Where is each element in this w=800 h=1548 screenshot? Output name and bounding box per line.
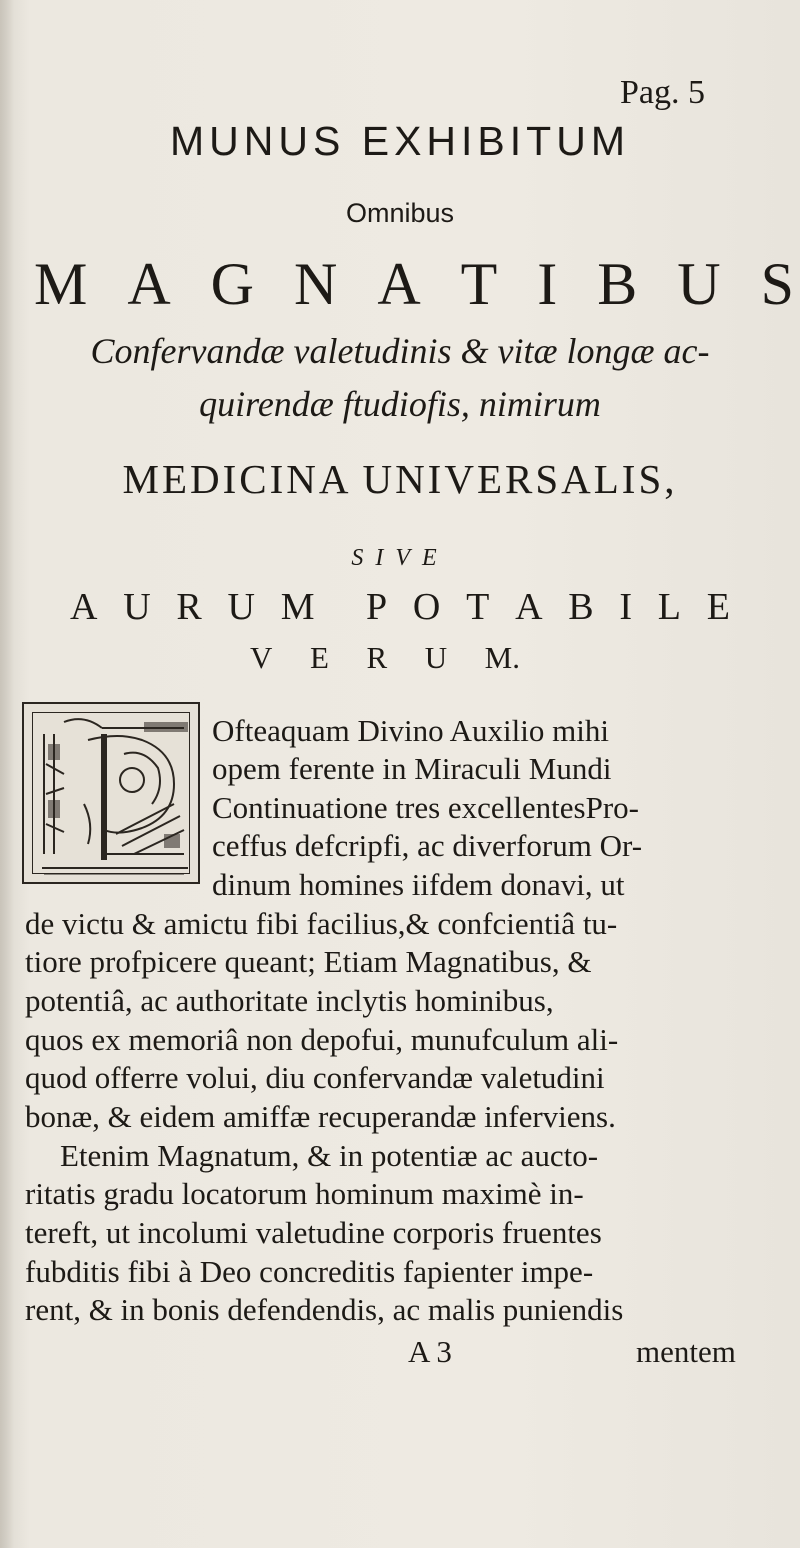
aurum-letter: A [70, 586, 98, 628]
verum-letter: U [424, 640, 448, 675]
aurum-letter: M [280, 586, 315, 628]
aurum-letter: A [515, 586, 543, 628]
body-line: rent, & in bonis defendendis, ac malis puniendis [25, 1292, 624, 1327]
body-line: quos ex memoriâ non depofui, munufculum ali- [25, 1022, 619, 1057]
body-line: dinum homines iifdem donavi, ut [212, 867, 625, 902]
title-line-1: MUNUS EXHIBITUM [170, 118, 630, 164]
magnatibus-letter: G [210, 251, 255, 317]
body-line: Continuatione tres excellentesPro- [212, 790, 639, 825]
magnatibus-letter: U [677, 251, 721, 317]
aurum-letter: O [412, 586, 441, 628]
aurum-letter: B [568, 586, 594, 628]
magnatibus-letter: A [127, 251, 171, 317]
title-line-2: Omnibus [345, 198, 455, 228]
magnatibus-letter: T [460, 251, 498, 317]
decorated-initial-p [22, 702, 200, 884]
body-line: Ofteaquam Divino Auxilio mihi [212, 713, 609, 748]
aurum-letter: R [176, 586, 202, 628]
aurum-letter: U [123, 586, 151, 628]
title-verum [250, 640, 520, 676]
magnatibus-letter: A [377, 251, 421, 317]
subtitle-italic-line-2: quirendæ ftudiofis, nimirum [199, 384, 601, 424]
magnatibus-letter: M [34, 251, 88, 317]
verum-letter: V [250, 640, 273, 675]
catchword: mentem [636, 1334, 736, 1369]
magnatibus-letter: N [294, 251, 338, 317]
body-line: de victu & amictu fibi facilius,& confcientiâ tu- [25, 906, 618, 941]
body-line: Etenim Magnatum, & in potentiæ ac aucto- [60, 1138, 599, 1173]
body-line: potentiâ, ac authoritate inclytis hominibus, [25, 983, 554, 1018]
aurum-letter: L [657, 586, 682, 628]
title-medicina: MEDICINA UNIVERSALIS, [122, 456, 678, 502]
body-line: ceffus defcripfi, ac diverforum Or- [212, 828, 643, 863]
title-aurum-potabile [70, 585, 730, 629]
body-line: quod offerre volui, diu confervandæ valetudini [25, 1060, 605, 1095]
page-gutter-shadow [0, 0, 14, 1548]
aurum-letter: E [706, 586, 730, 628]
aurum-letter: P [366, 586, 388, 628]
body-line: opem ferente in Miraculi Mundi [212, 751, 612, 786]
title-sive: SIVE [351, 545, 449, 571]
subtitle-italic-line-1: Confervandæ valetudinis & vitæ longæ ac- [90, 331, 710, 371]
body-line: tereft, ut incolumi valetudine corporis fruentes [25, 1215, 602, 1250]
aurum-letter: T [466, 586, 490, 628]
magnatibus-letter: B [597, 251, 638, 317]
body-line: tiore profpicere queant; Etiam Magnatibus, & [25, 944, 592, 979]
page-number: Pag. 5 [620, 74, 705, 111]
body-line: fubditis fibi à Deo concreditis fapienter impe- [25, 1254, 594, 1289]
verum-letter: R [366, 640, 388, 675]
magnatibus-letter: S [760, 251, 794, 317]
body-line: bonæ, & eidem amiffæ recuperandæ inferviens. [25, 1099, 616, 1134]
initial-engraving [24, 704, 202, 886]
title-magnatibus [34, 250, 794, 319]
body-line: ritatis gradu locatorum hominum maximè in- [25, 1176, 584, 1211]
aurum-letter: U [227, 586, 255, 628]
verum-letter: E [309, 640, 329, 675]
signature-mark: A 3 [408, 1334, 452, 1369]
magnatibus-letter: I [537, 251, 558, 317]
aurum-letter: I [619, 586, 633, 628]
verum-letter: M. [484, 640, 520, 675]
